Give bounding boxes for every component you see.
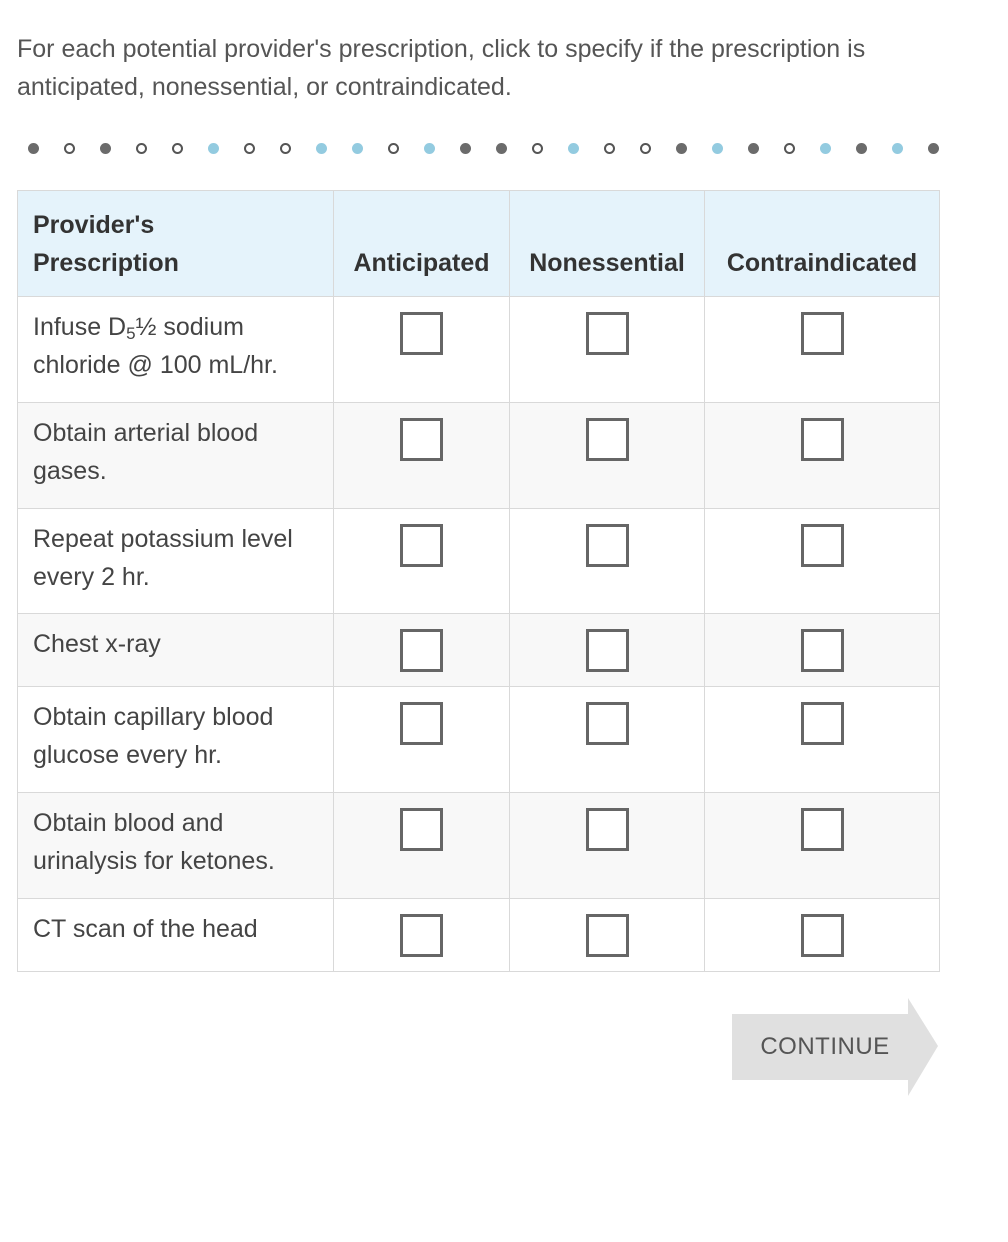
prescription-matrix [17,190,940,972]
table-row [18,614,940,687]
progress-dot-flag [820,143,831,154]
prescription-label: Chest x-ray [18,614,334,687]
table-row [18,297,940,403]
progress-dot-flag [316,143,327,154]
progress-dot-done [856,143,867,154]
nonessential-checkbox[interactable] [586,808,629,851]
contraindicated-checkbox[interactable] [801,312,844,355]
prescription-label: CT scan of the head [18,899,334,972]
progress-dot-open [64,143,75,154]
progress-dot-open [136,143,147,154]
anticipated-checkbox[interactable] [400,524,443,567]
progress-dot-open [244,143,255,154]
progress-dot-open [604,143,615,154]
anticipated-checkbox[interactable] [400,418,443,461]
prescription-label: Infuse $D_5\frac{1}{2}$ sodium chloride @ 100 mL/hr. [18,297,334,403]
header-anticipated: Anticipated [334,191,510,297]
header-prescription: Provider's Prescription [18,191,334,297]
prescription-label: Obtain capillary blood glucose every hr. [18,687,334,793]
continue-button[interactable] [732,998,938,1096]
table-row [18,687,940,793]
table-header-row [18,191,940,297]
progress-dot-flag [568,143,579,154]
nonessential-checkbox[interactable] [586,914,629,957]
contraindicated-checkbox[interactable] [801,524,844,567]
header-contraindicated: Contraindicated [705,191,940,297]
nonessential-checkbox[interactable] [586,418,629,461]
progress-dot-open [640,143,651,154]
progress-dot-flag [892,143,903,154]
anticipated-checkbox[interactable] [400,914,443,957]
anticipated-checkbox[interactable] [400,629,443,672]
progress-dot-done [28,143,39,154]
progress-dot-done [748,143,759,154]
progress-dot-done [460,143,471,154]
contraindicated-checkbox[interactable] [801,914,844,957]
nonessential-checkbox[interactable] [586,312,629,355]
progress-dot-open [172,143,183,154]
contraindicated-checkbox[interactable] [801,702,844,745]
anticipated-checkbox[interactable] [400,312,443,355]
nonessential-checkbox[interactable] [586,629,629,672]
contraindicated-checkbox[interactable] [801,629,844,672]
prescription-label: Obtain blood and urinalysis for ketones. [18,793,334,899]
progress-dot-open [280,143,291,154]
progress-dot-done [496,143,507,154]
progress-dot-flag [712,143,723,154]
table-row [18,509,940,614]
prescription-label: Obtain arterial blood gases. [18,403,334,509]
nonessential-checkbox[interactable] [586,524,629,567]
contraindicated-checkbox[interactable] [801,808,844,851]
table-row [18,899,940,972]
progress-dot-open [532,143,543,154]
progress-dot-flag [352,143,363,154]
anticipated-checkbox[interactable] [400,702,443,745]
prescription-label: Repeat potassium level every 2 hr. [18,509,334,614]
progress-dot-flag [208,143,219,154]
table-row [18,793,940,899]
anticipated-checkbox[interactable] [400,808,443,851]
progress-dot-open [388,143,399,154]
progress-indicator [28,141,948,157]
progress-dot-done [928,143,939,154]
progress-dot-done [676,143,687,154]
instructions-text: For each potential provider's prescription, click to specify if the prescription is anticipated, nonessential, or contraindicated. [17,35,866,101]
continue-label: CONTINUE [760,1033,890,1060]
progress-dot-done [100,143,111,154]
table-row [18,403,940,509]
progress-dot-open [784,143,795,154]
contraindicated-checkbox[interactable] [801,418,844,461]
nonessential-checkbox[interactable] [586,702,629,745]
progress-dot-flag [424,143,435,154]
header-nonessential: Nonessential [510,191,705,297]
